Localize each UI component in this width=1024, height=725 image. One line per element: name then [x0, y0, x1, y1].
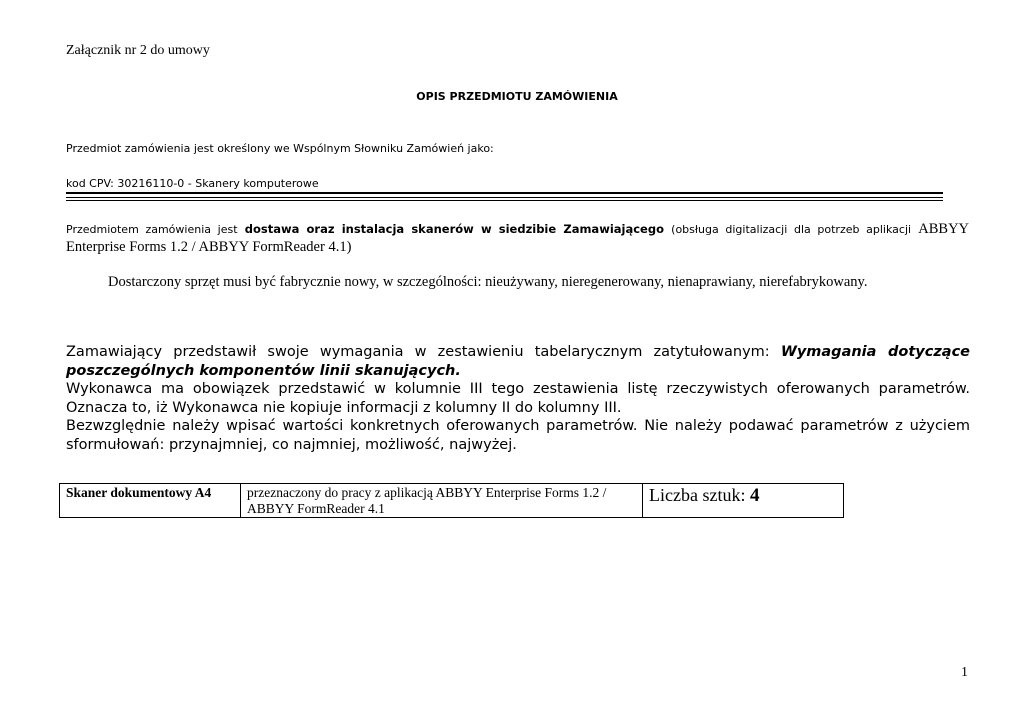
item-purpose-cell: przeznaczony do pracy z aplikacją ABBYY Enterprise Forms 1.2 / ABBYY FormReader 4.1 [241, 484, 643, 518]
quantity-cell [643, 484, 844, 518]
requirements-paragraph-2: Wykonawca ma obowiązek przedstawić w kolumnie III tego zestawienia listę rzeczywistych oferowanych parametrów. Oznacza to, iż Wykonawca nie kopiuje informacji z kolumny II do kolumny III. [66, 381, 970, 416]
scanner-table [59, 483, 844, 518]
requirements-intro: Zamawiający przedstawił swoje wymagania w zestawieniu tabelarycznym zatytułowanym: [66, 344, 770, 360]
table-row [60, 484, 844, 518]
page-number: 1 [961, 665, 968, 680]
quantity-label: Liczba sztuk: [649, 485, 746, 505]
object-bold-text: dostawa oraz instalacja skanerów w siedzibie Zamawiającego [244, 222, 664, 236]
subject-intro: Przedmiot zamówienia jest określony we Wspólnym Słowniku Zamówień jako: [66, 142, 494, 155]
equipment-note: Dostarczony sprzęt musi być fabrycznie nowy, w szczególności: nieużywany, nieregenerowany, nienaprawiany, nierefabrykowany. [108, 274, 868, 290]
object-prefix: Przedmiotem zamówienia jest [66, 223, 238, 236]
document-title: OPIS PRZEDMIOTU ZAMÓWIENIA [416, 90, 618, 103]
requirements-paragraph-1 [66, 343, 970, 380]
requirements-table-title: Wymagania dotyczące poszczególnych komponentów linii skanujących. [66, 344, 971, 379]
divider-line [66, 200, 943, 201]
divider-line [66, 192, 943, 194]
annex-label: Załącznik nr 2 do umowy [66, 43, 210, 58]
order-object-paragraph [66, 220, 969, 256]
item-name-cell: Skaner dokumentowy A4 [60, 484, 241, 518]
quantity-value: 4 [749, 485, 760, 506]
requirements-section [66, 343, 970, 454]
cpv-code-line: kod CPV: 30216110-0 - Skanery komputerowe [66, 177, 319, 190]
divider-line [66, 197, 943, 198]
requirements-paragraph-3: Bezwzględnie należy wpisać wartości konkretnych oferowanych parametrów. Nie należy podawać parametrów z użyciem sformułowań: przynajmniej, co najmniej, możliwość, najwyżej. [66, 418, 970, 453]
object-paren-text: (obsługa digitalizacji dla potrzeb aplikacji [671, 223, 912, 236]
object-apps-text: ABBYY Enterprise Forms 1.2 / ABBYY FormReader 4.1) [66, 221, 970, 255]
